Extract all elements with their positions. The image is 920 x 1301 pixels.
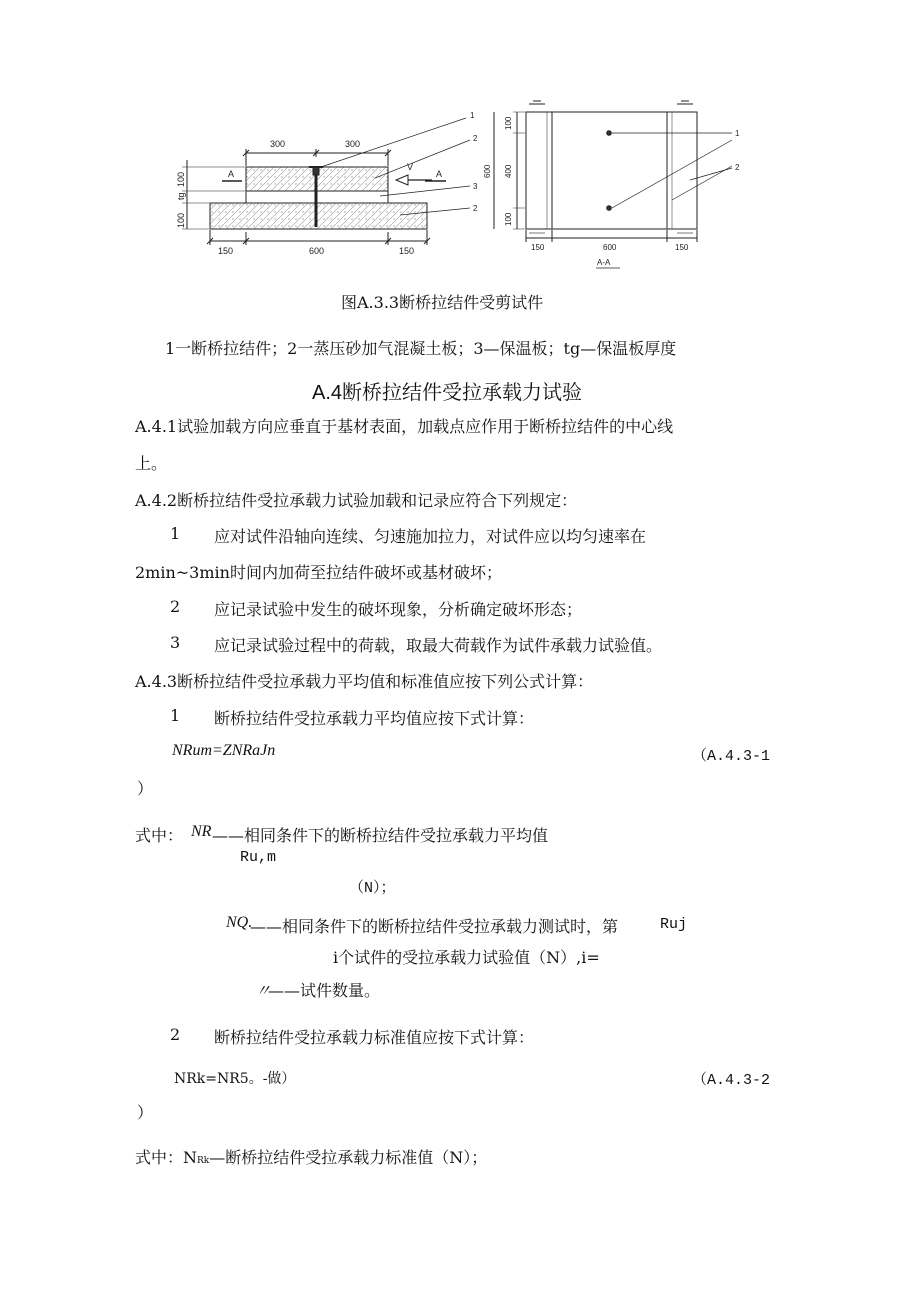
where-2-symbol: NQ. — [226, 914, 253, 931]
connector-point-top — [607, 131, 612, 136]
dim-left-2: tg — [176, 192, 186, 200]
where-1-prefix: 式中： — [135, 826, 184, 845]
where-4-prefix: 式中： — [135, 1148, 184, 1167]
where-3-text: ——试件数量。 — [268, 981, 381, 1000]
dim-bottom-3: 150 — [399, 246, 415, 256]
where-2-text: ——相同条件下的断桥拉结件受拉承载力测试时，第 — [250, 917, 619, 936]
plan-dim-total: 600 — [483, 164, 492, 178]
bottom-slab — [210, 203, 427, 229]
figure-caption: 图A.3.3断桥拉结件受剪试件 — [341, 293, 544, 312]
plan-dim-bottom-3: 150 — [675, 243, 689, 252]
where-4 — [135, 1145, 487, 1168]
where-1-symbol: NR — [191, 823, 212, 840]
equation-2: NRk=NR5。-做） — [174, 1071, 296, 1087]
clause-a43: A.4.3断桥拉结件受拉承载力平均值和标准值应按下列公式计算： — [135, 672, 594, 691]
item-3-number: 3 — [170, 633, 181, 652]
formula-1-intro: 断桥拉结件受拉承载力平均值应按下式计算： — [214, 709, 535, 728]
plan-dim-bottom-1: 150 — [531, 243, 545, 252]
item-1-number: 1 — [170, 524, 181, 543]
dim-left-1: 100 — [176, 171, 186, 187]
formula-2-number: 2 — [170, 1025, 181, 1044]
plan-callout-2: 2 — [735, 163, 740, 172]
item-1-line1: 应对试件沿轴向连续、匀速施加拉力，对试件应以均匀速率在 — [214, 527, 647, 546]
clause-a41-line1: A.4.1试验加载方向应垂直于基材表面，加载点应作用于断桥拉结件的中心线 — [135, 417, 674, 436]
force-label: V — [407, 162, 414, 172]
formula-2-intro: 断桥拉结件受拉承载力标准值应按下式计算： — [214, 1028, 535, 1047]
where-1-text: ——相同条件下的断桥拉结件受拉承载力平均值 — [212, 826, 549, 845]
dim-bottom-2: 600 — [309, 246, 325, 256]
section-mark-right: A — [436, 169, 443, 179]
where-1-unit: （N）； — [349, 880, 396, 897]
section-heading: A.4断桥拉结件受拉承载力试验 — [312, 382, 583, 404]
callout-1: 1 — [470, 111, 475, 120]
where-2-line2: i个试件的受拉承载力试验值（N）,i= — [333, 948, 600, 967]
where-4-text: —断桥拉结件受拉承载力标准值（N）； — [209, 1148, 488, 1167]
callout-3: 3 — [473, 182, 478, 191]
where-3-symbol: 〃 — [255, 983, 272, 1000]
dim-top-1: 300 — [270, 139, 286, 149]
where-4-subscript: Rk — [197, 1156, 210, 1166]
clause-a42: A.4.2断桥拉结件受拉承载力试验加载和记录应符合下列规定： — [135, 491, 578, 510]
item-1-line2: 2min~3min时间内加荷至拉结件破坏或基材破坏； — [135, 563, 502, 582]
formula-1-number: 1 — [170, 706, 181, 725]
clause-a41-line2: 上。 — [135, 454, 168, 473]
callout-4: 2 — [473, 204, 478, 213]
figure-drawing — [0, 0, 920, 285]
connector-point-bottom — [607, 206, 612, 211]
plan-dim-left-2: 400 — [504, 164, 513, 178]
item-2-number: 2 — [170, 597, 181, 616]
callout-2: 2 — [473, 134, 478, 143]
item-2-text: 应记录试验中发生的破坏现象，分析确定破坏形态； — [214, 600, 583, 619]
section-mark-left: A — [228, 169, 235, 179]
dim-top-2: 300 — [345, 139, 361, 149]
figure-legend: 1一断桥拉结件；2一蒸压砂加气混凝土板；3—保温板；tg—保温板厚度 — [165, 339, 677, 358]
plan-callout-1: 1 — [735, 129, 740, 138]
where-2-tail: Ruj — [660, 916, 688, 933]
force-arrow — [396, 175, 408, 185]
dim-left-3: 100 — [176, 212, 186, 228]
where-4-symbol: N — [183, 1148, 198, 1167]
equation-1-close: ） — [137, 779, 154, 798]
plan-dim-left-3: 100 — [504, 212, 513, 226]
plan-dim-bottom-2: 600 — [603, 243, 617, 252]
dim-bottom-1: 150 — [218, 246, 234, 256]
equation-1: NRum=ZNRaJn — [172, 742, 276, 759]
item-3-text: 应记录试验过程中的荷载，取最大荷载作为试件承载力试验值。 — [214, 636, 663, 655]
equation-2-number: （A.4.3-2 — [692, 1072, 771, 1089]
plan-dim-left-1: 100 — [504, 116, 513, 130]
shear-specimen-elevation — [182, 118, 470, 245]
where-1-subscript: Ru,m — [240, 849, 277, 866]
equation-1-number: （A.4.3-1 — [692, 748, 771, 765]
equation-2-close: ） — [137, 1103, 154, 1122]
plan-section-label: A-A — [597, 258, 611, 267]
